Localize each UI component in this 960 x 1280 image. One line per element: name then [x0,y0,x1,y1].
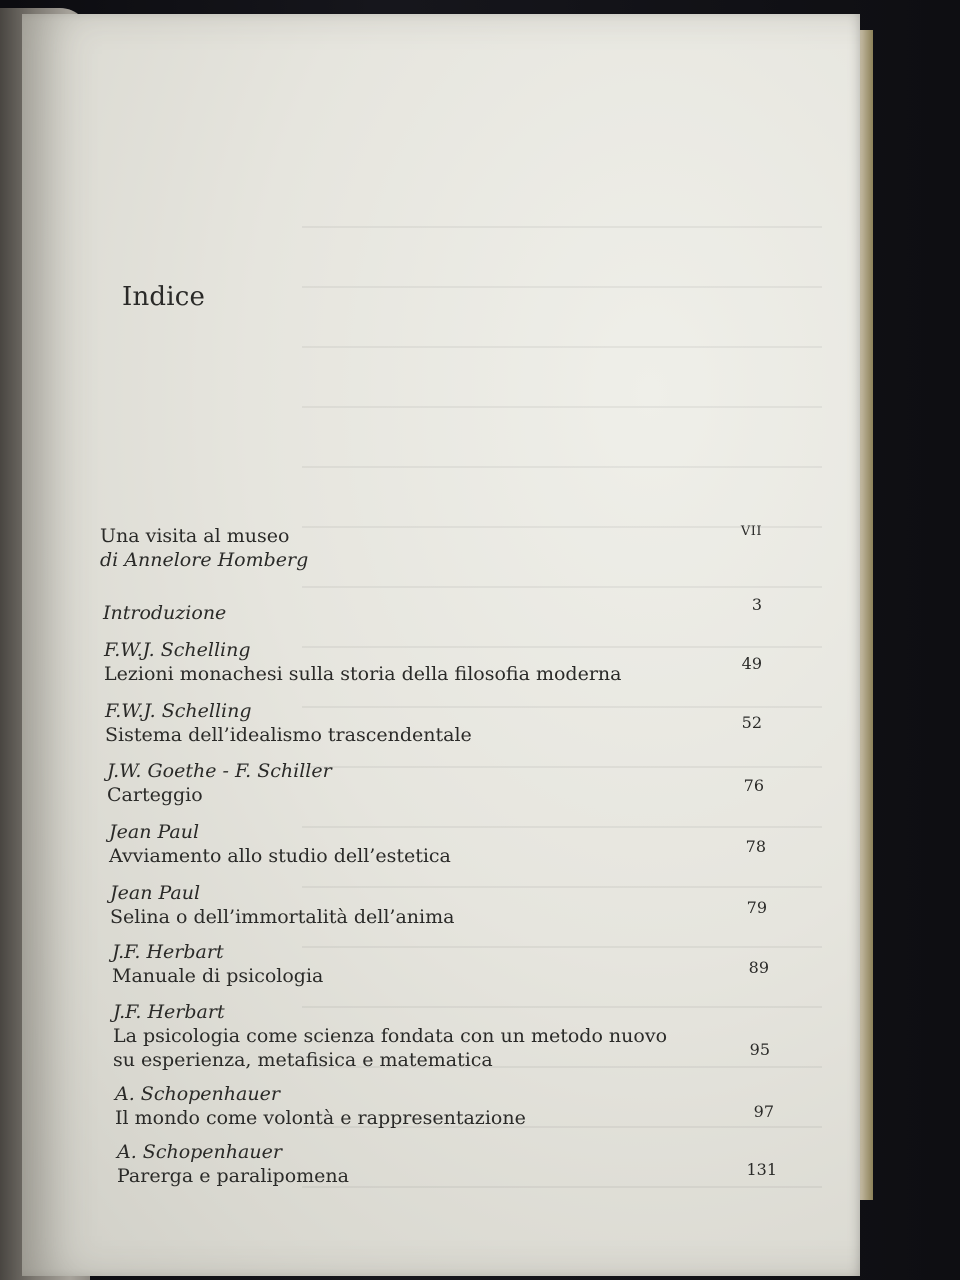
toc-page-number: 52 [741,713,762,732]
toc-page-number: 89 [748,958,769,977]
toc-work-title: La psicologia come scienza fondata con un metodo nuovo su esperienza, metafisica e matematica [113,1025,668,1071]
toc-entry [112,940,792,988]
toc-entry [113,1000,793,1072]
toc-author: Jean Paul [110,882,201,904]
toc-work-title: Carteggio [107,784,203,806]
toc-page-number: 78 [745,837,766,856]
toc-author: Jean Paul [109,821,200,843]
toc-entry [105,699,785,747]
toc-entry [115,1082,795,1130]
toc-work-title: Una visita al museo [100,525,290,547]
toc-page-number: 95 [749,1040,770,1059]
toc-work-title: Sistema dell’idealismo trascendentale [105,724,472,746]
toc-author: A. Schopenhauer [115,1083,280,1105]
toc-entry [103,595,783,625]
book-page [22,14,860,1276]
toc-page-number: 79 [746,898,767,917]
toc-entry [104,638,784,686]
toc-page-number: VII [740,524,762,539]
toc-entry-heading: Introduzione [103,602,227,624]
toc-entry [107,759,787,807]
toc-page-number: 131 [746,1160,777,1179]
toc-author: J.W. Goethe - F. Schiller [107,760,332,782]
toc-entry [110,881,790,929]
toc-entry-subtitle: di Annelore Homberg [100,549,309,571]
toc-work-title: Selina o dell’immortalità dell’anima [110,906,455,928]
toc-author: F.W.J. Schelling [104,639,251,661]
toc-work-title: Il mondo come volontà e rappresentazione [115,1107,526,1129]
toc-work-title: Parerga e paralipomena [117,1165,349,1187]
toc-page-number: 76 [743,776,764,795]
toc-page-number: 49 [741,654,762,673]
toc-page-number: 97 [753,1102,774,1121]
toc-author: J.F. Herbart [113,1001,225,1023]
toc-entry [117,1140,797,1188]
toc-author: A. Schopenhauer [117,1141,282,1163]
toc-work-title: Manuale di psicologia [112,965,324,987]
toc-author: F.W.J. Schelling [105,700,252,722]
toc-author: J.F. Herbart [112,941,224,963]
toc-entry [100,524,780,572]
toc-work-title: Lezioni monachesi sulla storia della filosofia moderna [104,663,622,685]
toc-work-title: Avviamento allo studio dell’estetica [109,845,451,867]
toc-entry [109,820,789,868]
page-title: Indice [122,282,206,312]
toc-page-number: 3 [751,595,762,614]
